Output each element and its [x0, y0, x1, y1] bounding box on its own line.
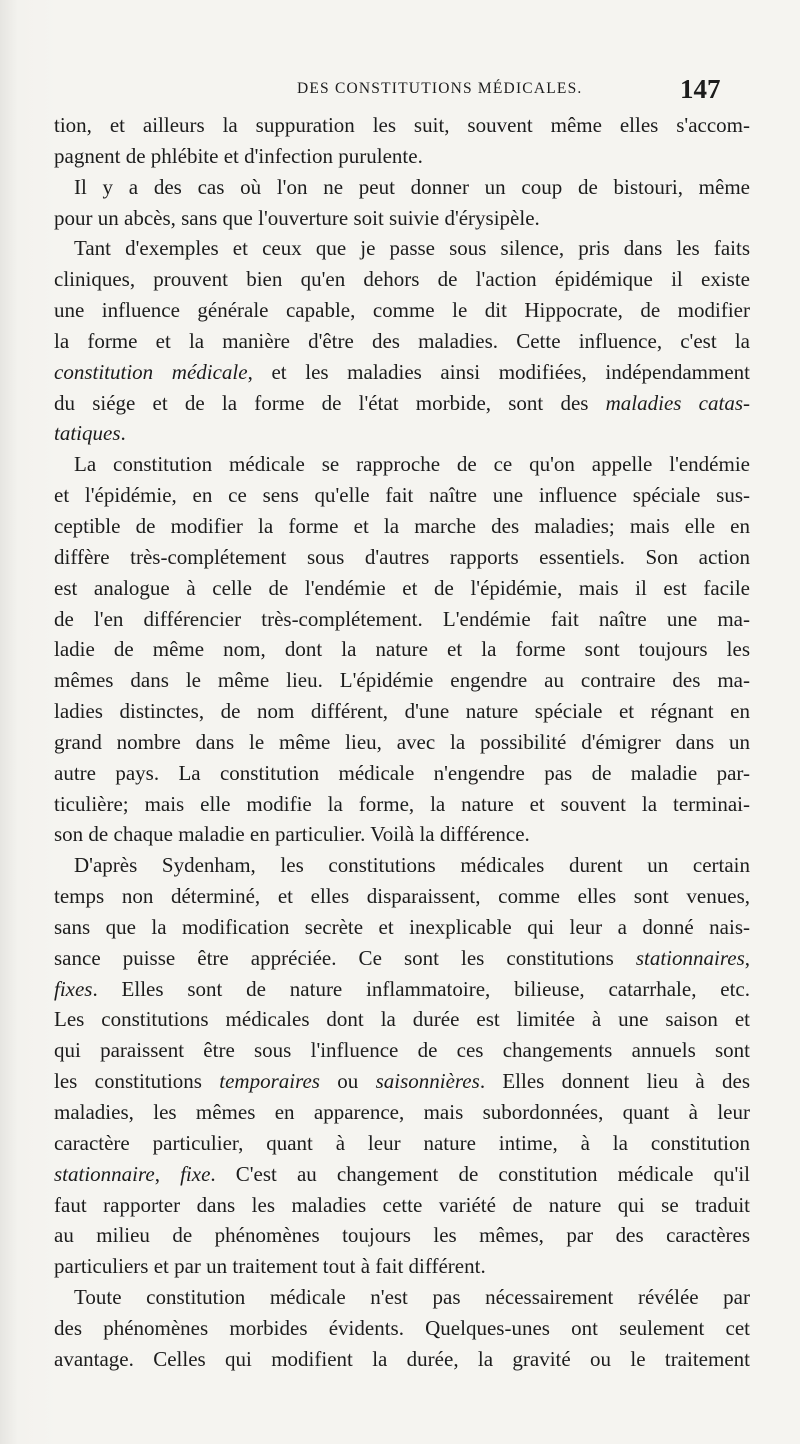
text-line: particuliers et par un traitement tout à fait différent. [54, 1254, 486, 1279]
body-text [54, 110, 750, 1375]
text-line: pagnent de phlébite et d'infection purulente. [54, 143, 423, 168]
text-line: ladies distinctes, de nom différent, d'une nature spéciale et régnant en [54, 699, 750, 724]
text-line: les constitutions temporaires ou saisonnières. Elles donnent lieu à des [54, 1069, 750, 1094]
text-line: mêmes dans le même lieu. L'épidémie engendre au contraire des ma- [54, 668, 750, 693]
text-line: Il y a des cas où l'on ne peut donner un coup de bistouri, même [74, 174, 750, 199]
text-line: au milieu de phénomènes toujours les mêmes, par des caractères [54, 1223, 750, 1248]
text-line: tion, et ailleurs la suppuration les suit, souvent même elles s'accom- [54, 113, 750, 137]
text-line: stationnaire, fixe. C'est au changement de constitution médicale qu'il [54, 1161, 750, 1186]
page-number: 147 [680, 74, 721, 104]
text-line: faut rapporter dans les maladies cette variété de nature qui se traduit [54, 1192, 750, 1217]
text-line: ceptible de modifier la forme et la marche des maladies; mais elle en [54, 513, 750, 538]
text-line: Toute constitution médicale n'est pas nécessairement révélée par [74, 1285, 750, 1310]
running-head [0, 74, 800, 108]
text-line: cliniques, prouvent bien qu'en dehors de l'action épidémique il existe [54, 267, 750, 292]
text-line: Tant d'exemples et ceux que je passe sous silence, pris dans les faits [74, 236, 750, 261]
text-line: constitution médicale, et les maladies ainsi modifiées, indépendamment [54, 359, 750, 384]
text-line: son de chaque maladie en particulier. Voilà la différence. [54, 822, 530, 847]
text-line: grand nombre dans le même lieu, avec la possibilité d'émigrer dans un [54, 729, 750, 754]
text-line: autre pays. La constitution médicale n'engendre pas de maladie par- [54, 760, 750, 785]
text-line: de l'en différencier très-complétement. L'endémie fait naître une ma- [54, 606, 750, 631]
text-line: des phénomènes morbides évidents. Quelques-unes ont seulement cet [54, 1315, 750, 1340]
text-line: maladies, les mêmes en apparence, mais subordonnées, quant à leur [54, 1100, 750, 1124]
text-line: ticulière; mais elle modifie la forme, la nature et souvent la terminai- [54, 791, 750, 816]
text-line: D'après Sydenham, les constitutions médicales durent un certain [74, 853, 750, 878]
text-line: fixes. Elles sont de nature inflammatoire, bilieuse, catarrhale, etc. [54, 976, 750, 1001]
text-line: qui paraissent être sous l'influence de ces changements annuels sont [54, 1038, 750, 1063]
text-line: et l'épidémie, en ce sens qu'elle fait naître une influence spéciale sus- [54, 483, 750, 508]
text-line: La constitution médicale se rapproche de ce qu'on appelle l'endémie [74, 452, 750, 477]
text-line: du siége et de la forme de l'état morbide, sont des maladies catas- [54, 390, 750, 415]
text-line: est analogue à celle de l'endémie et de l'épidémie, mais il est facile [54, 575, 750, 600]
text-line: avantage. Celles qui modifient la durée, la gravité ou le traitement [54, 1346, 750, 1371]
text-line: caractère particulier, quant à leur nature intime, à la constitution [54, 1130, 750, 1155]
text-line: la forme et la manière d'être des maladies. Cette influence, c'est la [54, 328, 750, 353]
text-line: pour un abcès, sans que l'ouverture soit suivie d'érysipèle. [54, 205, 540, 230]
text-line: une influence générale capable, comme le dit Hippocrate, de modifier [54, 298, 750, 323]
running-title: DES CONSTITUTIONS MÉDICALES. [297, 80, 583, 97]
text-line: diffère très-complétement sous d'autres rapports essentiels. Son action [54, 544, 750, 569]
text-line: temps non déterminé, et elles disparaissent, comme elles sont venues, [54, 884, 750, 909]
text-line: Les constitutions médicales dont la durée est limitée à une saison et [54, 1007, 750, 1032]
text-line: sance puisse être appréciée. Ce sont les constitutions stationnaires, [54, 945, 750, 970]
text-line: tatiques. [54, 421, 126, 446]
text-line: sans que la modification secrète et inexplicable qui leur a donné nais- [54, 914, 750, 939]
text-line: ladie de même nom, dont la nature et la forme sont toujours les [54, 637, 750, 662]
